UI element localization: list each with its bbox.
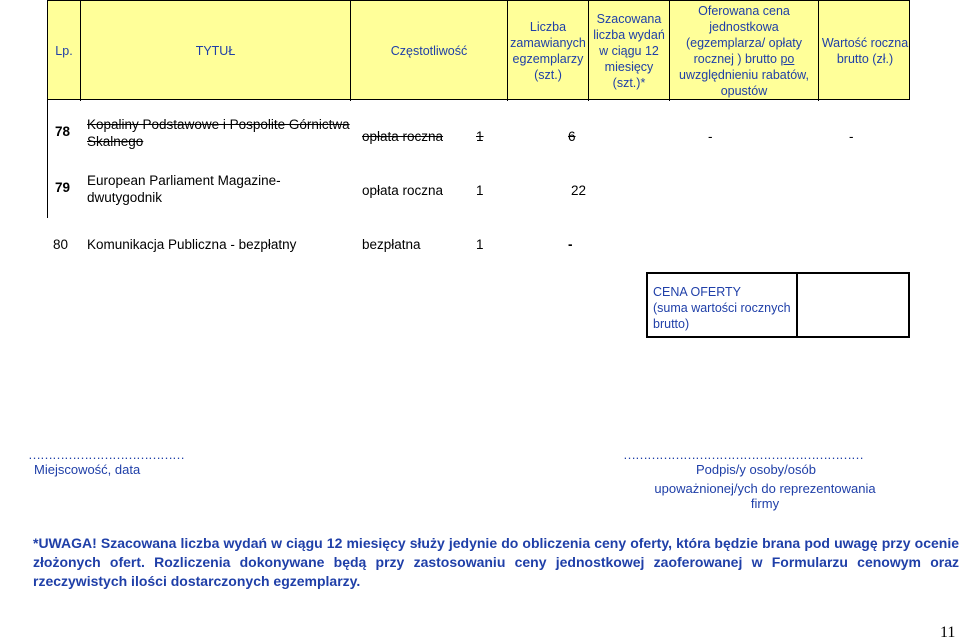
row-80-szacowana: - (568, 237, 573, 252)
header-tytul: TYTUŁ (81, 1, 351, 101)
header-liczba-zamawianych: Liczba zamawianych egzemplarzy (szt.) (508, 1, 589, 101)
place-date-label: Miejscowość, data (34, 462, 141, 477)
header-lp: Lp. (48, 1, 81, 101)
row-78-wartosc: - (849, 129, 854, 144)
header-szacowana-liczba: Szacowana liczba wydań w ciągu 12 miesięcy (szt.)* (589, 1, 670, 101)
row-78-tytul: Kopaliny Podstawowe i Pospolite Górnictwa Skalnego (87, 117, 350, 149)
row-79-czestotliwosc: opłata roczna (362, 183, 444, 198)
signature-dots: …………………………………………………… (623, 447, 863, 462)
header-oferowana-cena: Oferowana cena jednostkowa (egzemplarza/ opłaty rocznej ) brutto po uwzględnieniu rabatów, opustów (670, 1, 819, 101)
place-date-dots: ………………………………… (28, 447, 184, 462)
signature-label-2: upoważnionej/ych do reprezentowania firmy (654, 481, 876, 511)
row-79-liczba: 1 (476, 183, 484, 198)
cena-oferty-value-field[interactable] (796, 272, 910, 338)
header-czestotliwosc: Częstotliwość (351, 1, 508, 101)
signature-label-1: Podpis/y osoby/osób (696, 462, 816, 477)
row-80-lp: 80 (53, 237, 69, 252)
row-78-szacowana: 6 (568, 129, 576, 144)
row-78-cena: - (708, 129, 713, 144)
uwaga-note: *UWAGA! Szacowana liczba wydań w ciągu 12 miesięcy służy jedynie do obliczenia ceny oferty, która będzie brana pod uwagę przy ocenie złożonych ofert. Rozliczenia dokonywane będą przy zastosowaniu ceny jednostkowej zaoferowanej w Formularzu cenowym oraz rzeczywistych ilości dostarczonych egzemplarzy. (33, 535, 959, 589)
row-78-czestotliwosc: opłata roczna (362, 129, 444, 144)
row-79-lp: 79 (55, 180, 71, 195)
row-79-szacowana: 22 (571, 183, 587, 198)
row-80-czestotliwosc: bezpłatna (362, 237, 421, 252)
row-80-tytul: Komunikacja Publiczna - bezpłatny (87, 237, 297, 252)
page-number: 11 (940, 624, 956, 641)
table-header (47, 0, 910, 100)
row-78-liczba: 1 (476, 129, 484, 144)
row-78-lp: 78 (55, 124, 71, 139)
cena-oferty-label: CENA OFERTY (suma wartości rocznych brutto) (646, 272, 798, 338)
row-80-liczba: 1 (476, 237, 484, 252)
header-wartosc: Wartość roczna brutto (zł.) (821, 36, 909, 66)
row-79-tytul: European Parliament Magazine- dwutygodnik (87, 173, 281, 205)
